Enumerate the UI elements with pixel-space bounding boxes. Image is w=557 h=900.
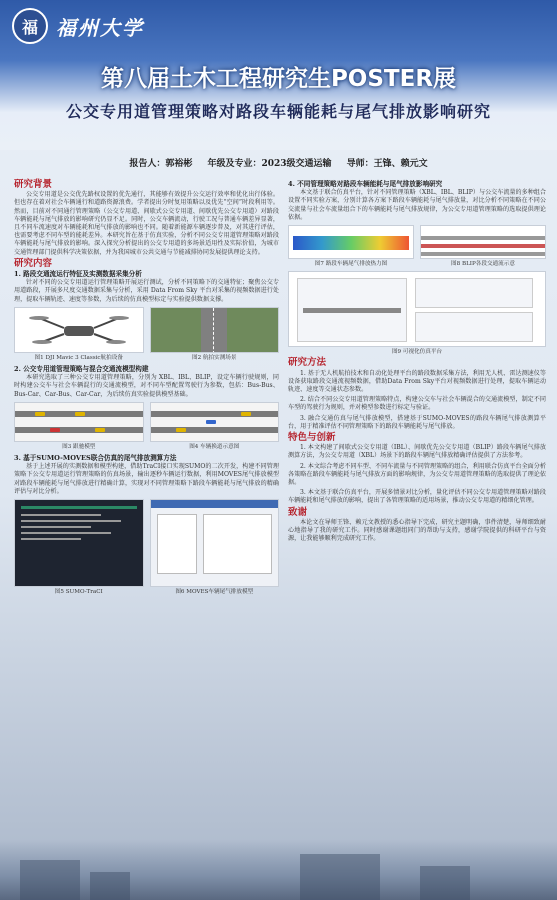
subsection-2-title: 2. 公交专用道管理策略与混合交通流模型构建 (14, 365, 149, 374)
figure-3-caption: 图3 跟驰模型 (62, 443, 96, 450)
subsection-3-title: 3. 基于SUMO-MOVES联合仿真的尾气排放测算方法 (14, 454, 177, 463)
blip-segment-diagram (420, 225, 546, 259)
figure-8-caption: 图8 BLIP各段交通流示意 (451, 261, 515, 268)
heatmap-image (288, 225, 414, 259)
sumo-traci-screenshot (14, 499, 144, 587)
aerial-scene-image (150, 307, 280, 353)
section-title-method: 研究方法 (288, 357, 327, 369)
subsection-4-text: 本文基于联合仿真平台，针对不同管理策略（XBL、IBL、BLIP）与公交车流量的多种组合设置不同实验方案，分别计算各方案下路段车辆能耗与尾气排放量，对比分析不同策略在不同公交流量与社会车流量组合下的车辆能耗与尾气排放规律，为公交专用道管理策略的选取提供理论依据。 (288, 189, 547, 221)
figure-7-caption: 图7 路段车辆尾气排放热力图 (314, 261, 388, 268)
figure-9 (288, 271, 546, 356)
method-1: 1. 基于无人机航拍技术和自动化处理平台的路段数据采集方法，利用无人机、雷达测速仪等设备获取路段交通流视频数据，借助Data From Sky平台对视频数据进行处理，提取车辆运动轨迹、速度等交通状态参数。 (288, 369, 546, 394)
poster-header (0, 0, 557, 150)
background-text: 公交专用道是公交优先路权设置的优先通行，其能够有效提升公交运行效率和优化出行体验。但也存在着对社会车辆通行和道路资源浪费。学者提出分时复用策略以及优先“空间”时段利用等。然而，目前对不同通行管理策略（公交专用道、间歇式公交专用道、间歇优先公交专用道）对路段车辆能耗与尾气排放的影响研究仍显不足。同时，公交车辆流动，行驶工况与普通车辆差异显著，且不同车流速度对车辆能耗和尾气排放的影响也不同。随着新能源车辆逐步普及，对其进行评估，也需要考虑不同车型的能耗差异。本研究旨在基于仿真实验，分析不同公交专用道管理策略对路段车辆能耗与尾气排放的影响。深入探究分析提出的公交专用道的多场景适用性及实际价值，为城市交通管理部门提供科学决策依据，并为我国城市公共交通与节能减排协同发展提供理论支持。 (14, 191, 279, 256)
car-following-diagram (14, 402, 144, 442)
figure-row-4 (288, 225, 546, 268)
thanks-text: 本论文在导师王锋、赖元文教授的悉心指导下完成，研究主题明确，事件清楚，导师细致耐心地指导了我的研究工作。同时感谢课题组同门的帮助与支持，感谢学院提供的科研平台与资源，让我能够顺利完成研究工作。 (288, 518, 546, 543)
figure-5-caption: 图5 SUMO-TraCI (54, 589, 103, 596)
figure-6-caption: 图6 MOVES车辆尾气排放模型 (175, 589, 254, 596)
subsection-1-text: 针对不同的公交专用道运行管理策略开展运行测试，分析不同策略下的交通特征；聚焦公交专用道路段，开展多尺度交通数据采集与分析，采用 Data From Sky 平台对采集的视频数据进行处理，提取车辆轨迹、速度等参数，为后续的仿真模型标定与实验提供数据支撑。 (14, 279, 279, 303)
reporter: 报告人：郭裕彬 (129, 159, 193, 169)
right-column (288, 178, 546, 545)
method-3: 3. 融合交通仿真与尾气排放模型，搭建基于SUMO-MOVES的路段车辆尾气排放测算平台，用于精准评估不同管理策略下的路段车辆能耗与尾气排放。 (288, 414, 546, 430)
figure-row-3 (14, 499, 279, 596)
innovation-3: 3. 本文基于联合仿真平台，开展多情景对比分析，量化评估不同公交专用道管理策略对路段车辆能耗和尾气排放的影响，提出了各管理策略的适用场景，推动公交专用道的精细化管理。 (288, 489, 546, 505)
figure-4 (150, 402, 280, 451)
drone-image (14, 307, 144, 353)
campus-background-image (0, 840, 557, 900)
drone-icon (24, 310, 134, 350)
grade-major: 年级及专业：2023级交通运输 (207, 159, 332, 169)
figure-2-caption: 图2 航拍实测场景 (192, 354, 237, 361)
moves-screenshot (150, 499, 280, 587)
subsection-3-text: 基于上述开展的实测数据和模型构建，借助TraCI接口实现SUMO的二次开发，构建不同管理策略下公交专用道运行管理策略的仿真场景，输出逐秒车辆运行数据，利用MOVES尾气排放模型对路段车辆能耗与尾气排放进行精确计算，实现对不同管理策略下路段车辆能耗与尾气排放的精确评估与对比分析。 (14, 463, 279, 495)
figure-5 (14, 499, 144, 596)
figure-9-caption: 图9 可视化仿真平台 (391, 349, 443, 356)
figure-1 (14, 307, 144, 362)
figure-2 (150, 307, 280, 362)
left-column (14, 178, 279, 599)
method-2: 2. 结合不同公交专用道管理策略特点，构建公交车与社会车辆混合的交通流模型，制定不同车型的驾驶行为规则，并对模型参数进行标定与验证。 (288, 396, 546, 412)
figure-8 (420, 225, 546, 268)
figure-6 (150, 499, 280, 596)
section-title-innovation: 特色与创新 (288, 432, 336, 444)
figure-4-caption: 图4 车辆换道示意图 (189, 443, 240, 450)
main-title: 第八届土木工程研究生POSTER展 (100, 66, 457, 92)
university-seal-icon: 福 (12, 8, 48, 44)
figure-row-1 (14, 307, 279, 362)
poster-title: 公交专用道管理策略对路段车辆能耗与尾气排放影响研究 (65, 102, 491, 121)
university-name: 福州大学 (56, 15, 144, 40)
subsection-4-title: 4. 不同管理策略对路段车辆能耗与尾气排放影响研究 (288, 180, 443, 188)
figure-row-2 (14, 402, 279, 451)
figure-7 (288, 225, 414, 268)
lane-change-diagram (150, 402, 280, 442)
innovation-1: 1. 本文构建了间歇式公交专用道（IBL）、间歇优先公交专用道（BLIP）路段车辆尾气排放测算方法，为公交专用道（XBL）场景下的路段车辆尾气排放精确评估提供了方法参考。 (288, 444, 546, 460)
advisor: 导师：王锋、赖元文 (346, 159, 428, 169)
university-logo (12, 8, 144, 44)
subsection-2-text: 本研究选取了三种公交专用道管理策略，分别为 XBL、IBL、BLIP，设定车辆行驶规则，同时构建公交车与社会车辆混行的交通流模型，对不同车型配置驾驶行为参数，包括：Bus-Bus、Bus-Car、Car-Bus、Car-Car，为后续仿真实验提供模型基础。 (14, 374, 279, 398)
figure-1-caption: 图1 DJI Mavic 3 Classic航拍设备 (34, 354, 123, 361)
figure-3 (14, 402, 144, 451)
subsection-1-title: 1. 路段交通流运行特征及实测数据采集分析 (14, 270, 142, 279)
visual-sim-platform-image (288, 271, 546, 347)
section-title-thanks: 致谢 (288, 506, 308, 518)
author-line (0, 156, 557, 169)
innovation-2: 2. 本文综合考虑不同车型、不同车流量与不同管理策略的组合，利用联合仿真平台全面分析各策略在路段车辆能耗与尾气排放方面的影响规律，为公交专用道管理策略的选取提供了理论依据。 (288, 462, 546, 487)
section-title-background: 研究背景 (14, 179, 53, 190)
section-title-content: 研究内容 (14, 257, 53, 269)
